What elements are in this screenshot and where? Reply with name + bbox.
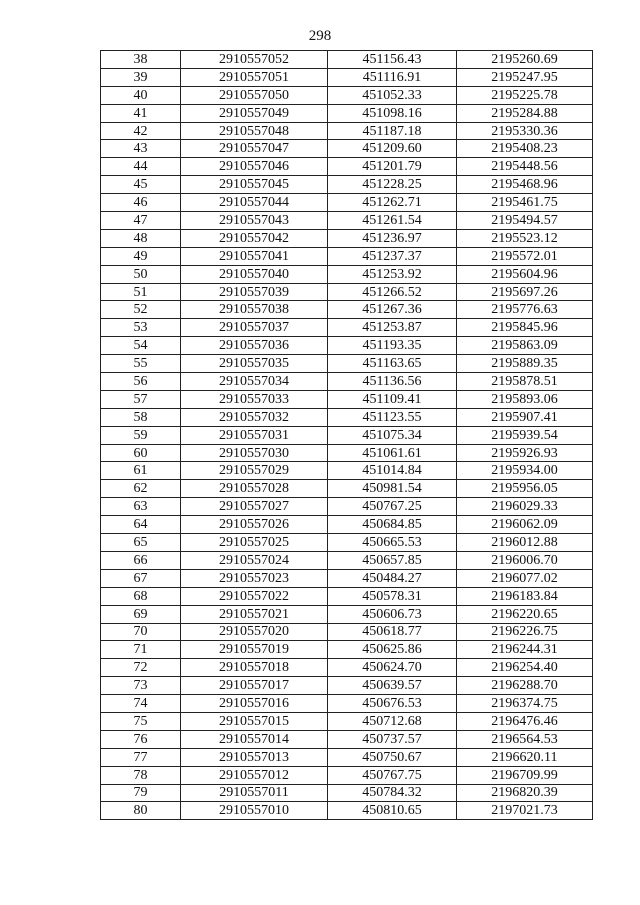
point-number-cell: 38 (101, 51, 181, 69)
point-id-cell: 2910557045 (181, 176, 328, 194)
y-coordinate-cell: 2195572.01 (457, 247, 593, 265)
y-coordinate-cell: 2195604.96 (457, 265, 593, 283)
point-number-cell: 56 (101, 373, 181, 391)
point-number-cell: 43 (101, 140, 181, 158)
point-number-cell: 63 (101, 498, 181, 516)
x-coordinate-cell: 451266.52 (328, 283, 457, 301)
y-coordinate-cell: 2195907.41 (457, 408, 593, 426)
point-id-cell: 2910557013 (181, 748, 328, 766)
point-number-cell: 58 (101, 408, 181, 426)
x-coordinate-cell: 451156.43 (328, 51, 457, 69)
table-row (101, 176, 593, 194)
point-id-cell: 2910557049 (181, 104, 328, 122)
table-row (101, 551, 593, 569)
table-row (101, 283, 593, 301)
point-id-cell: 2910557018 (181, 659, 328, 677)
y-coordinate-cell: 2197021.73 (457, 802, 593, 820)
table-row (101, 784, 593, 802)
y-coordinate-cell: 2195697.26 (457, 283, 593, 301)
point-id-cell: 2910557010 (181, 802, 328, 820)
y-coordinate-cell: 2196012.88 (457, 534, 593, 552)
y-coordinate-cell: 2196820.39 (457, 784, 593, 802)
point-number-cell: 40 (101, 86, 181, 104)
point-number-cell: 50 (101, 265, 181, 283)
x-coordinate-cell: 451116.91 (328, 68, 457, 86)
point-id-cell: 2910557020 (181, 623, 328, 641)
x-coordinate-cell: 451209.60 (328, 140, 457, 158)
x-coordinate-cell: 451201.79 (328, 158, 457, 176)
table-row (101, 695, 593, 713)
table-row (101, 301, 593, 319)
point-id-cell: 2910557014 (181, 730, 328, 748)
table-row (101, 319, 593, 337)
point-id-cell: 2910557042 (181, 229, 328, 247)
table-row (101, 337, 593, 355)
point-id-cell: 2910557038 (181, 301, 328, 319)
table-row (101, 623, 593, 641)
point-number-cell: 61 (101, 462, 181, 480)
point-number-cell: 45 (101, 176, 181, 194)
y-coordinate-cell: 2196183.84 (457, 587, 593, 605)
y-coordinate-cell: 2196029.33 (457, 498, 593, 516)
x-coordinate-cell: 451109.41 (328, 390, 457, 408)
y-coordinate-cell: 2196254.40 (457, 659, 593, 677)
y-coordinate-cell: 2195776.63 (457, 301, 593, 319)
y-coordinate-cell: 2196374.75 (457, 695, 593, 713)
table-row (101, 104, 593, 122)
table-row (101, 641, 593, 659)
point-id-cell: 2910557024 (181, 551, 328, 569)
point-id-cell: 2910557032 (181, 408, 328, 426)
x-coordinate-cell: 451262.71 (328, 194, 457, 212)
x-coordinate-cell: 450767.75 (328, 766, 457, 784)
table-row (101, 229, 593, 247)
x-coordinate-cell: 451253.92 (328, 265, 457, 283)
table-row (101, 444, 593, 462)
y-coordinate-cell: 2196077.02 (457, 569, 593, 587)
x-coordinate-cell: 451061.61 (328, 444, 457, 462)
point-id-cell: 2910557026 (181, 516, 328, 534)
x-coordinate-cell: 451014.84 (328, 462, 457, 480)
x-coordinate-cell: 450624.70 (328, 659, 457, 677)
table-row (101, 51, 593, 69)
point-number-cell: 62 (101, 480, 181, 498)
point-id-cell: 2910557043 (181, 212, 328, 230)
x-coordinate-cell: 451123.55 (328, 408, 457, 426)
y-coordinate-cell: 2195889.35 (457, 355, 593, 373)
x-coordinate-cell: 450712.68 (328, 712, 457, 730)
x-coordinate-cell: 451236.97 (328, 229, 457, 247)
point-id-cell: 2910557044 (181, 194, 328, 212)
table-row (101, 355, 593, 373)
table-row (101, 659, 593, 677)
x-coordinate-cell: 451253.87 (328, 319, 457, 337)
point-number-cell: 75 (101, 712, 181, 730)
point-number-cell: 77 (101, 748, 181, 766)
table-row (101, 748, 593, 766)
x-coordinate-cell: 450737.57 (328, 730, 457, 748)
point-id-cell: 2910557025 (181, 534, 328, 552)
table-row (101, 247, 593, 265)
point-number-cell: 42 (101, 122, 181, 140)
point-id-cell: 2910557027 (181, 498, 328, 516)
y-coordinate-cell: 2196244.31 (457, 641, 593, 659)
table-row (101, 462, 593, 480)
point-id-cell: 2910557046 (181, 158, 328, 176)
y-coordinate-cell: 2195926.93 (457, 444, 593, 462)
y-coordinate-cell: 2196709.99 (457, 766, 593, 784)
x-coordinate-cell: 451261.54 (328, 212, 457, 230)
point-id-cell: 2910557015 (181, 712, 328, 730)
x-coordinate-cell: 450767.25 (328, 498, 457, 516)
point-id-cell: 2910557041 (181, 247, 328, 265)
point-id-cell: 2910557030 (181, 444, 328, 462)
x-coordinate-cell: 451163.65 (328, 355, 457, 373)
point-id-cell: 2910557033 (181, 390, 328, 408)
table-row (101, 766, 593, 784)
point-id-cell: 2910557052 (181, 51, 328, 69)
point-id-cell: 2910557021 (181, 605, 328, 623)
table-row (101, 265, 593, 283)
x-coordinate-cell: 451098.16 (328, 104, 457, 122)
point-number-cell: 39 (101, 68, 181, 86)
point-number-cell: 68 (101, 587, 181, 605)
point-number-cell: 54 (101, 337, 181, 355)
table-row (101, 122, 593, 140)
point-id-cell: 2910557022 (181, 587, 328, 605)
table-row (101, 569, 593, 587)
point-number-cell: 46 (101, 194, 181, 212)
table-row (101, 390, 593, 408)
x-coordinate-cell: 451136.56 (328, 373, 457, 391)
y-coordinate-cell: 2196288.70 (457, 677, 593, 695)
point-id-cell: 2910557011 (181, 784, 328, 802)
point-number-cell: 53 (101, 319, 181, 337)
x-coordinate-cell: 450484.27 (328, 569, 457, 587)
point-number-cell: 59 (101, 426, 181, 444)
y-coordinate-cell: 2195934.00 (457, 462, 593, 480)
point-number-cell: 76 (101, 730, 181, 748)
point-id-cell: 2910557031 (181, 426, 328, 444)
point-number-cell: 73 (101, 677, 181, 695)
point-id-cell: 2910557039 (181, 283, 328, 301)
y-coordinate-cell: 2196006.70 (457, 551, 593, 569)
point-number-cell: 52 (101, 301, 181, 319)
point-id-cell: 2910557034 (181, 373, 328, 391)
point-id-cell: 2910557029 (181, 462, 328, 480)
x-coordinate-cell: 450618.77 (328, 623, 457, 641)
y-coordinate-cell: 2195448.56 (457, 158, 593, 176)
y-coordinate-cell: 2195494.57 (457, 212, 593, 230)
point-id-cell: 2910557028 (181, 480, 328, 498)
y-coordinate-cell: 2195878.51 (457, 373, 593, 391)
y-coordinate-cell: 2195845.96 (457, 319, 593, 337)
y-coordinate-cell: 2195893.06 (457, 390, 593, 408)
table-row (101, 587, 593, 605)
table-row (101, 730, 593, 748)
x-coordinate-cell: 450578.31 (328, 587, 457, 605)
x-coordinate-cell: 451187.18 (328, 122, 457, 140)
x-coordinate-cell: 450676.53 (328, 695, 457, 713)
point-number-cell: 78 (101, 766, 181, 784)
y-coordinate-cell: 2195863.09 (457, 337, 593, 355)
point-number-cell: 44 (101, 158, 181, 176)
table-row (101, 68, 593, 86)
point-id-cell: 2910557036 (181, 337, 328, 355)
y-coordinate-cell: 2195461.75 (457, 194, 593, 212)
point-id-cell: 2910557040 (181, 265, 328, 283)
table-row (101, 516, 593, 534)
x-coordinate-cell: 451237.37 (328, 247, 457, 265)
x-coordinate-cell: 451193.35 (328, 337, 457, 355)
point-id-cell: 2910557047 (181, 140, 328, 158)
point-number-cell: 69 (101, 605, 181, 623)
y-coordinate-cell: 2195956.05 (457, 480, 593, 498)
y-coordinate-cell: 2195468.96 (457, 176, 593, 194)
point-number-cell: 57 (101, 390, 181, 408)
y-coordinate-cell: 2195260.69 (457, 51, 593, 69)
table-row (101, 158, 593, 176)
table-row (101, 534, 593, 552)
table-row (101, 194, 593, 212)
table-row (101, 86, 593, 104)
point-number-cell: 47 (101, 212, 181, 230)
point-number-cell: 72 (101, 659, 181, 677)
x-coordinate-cell: 451075.34 (328, 426, 457, 444)
point-number-cell: 79 (101, 784, 181, 802)
y-coordinate-cell: 2195284.88 (457, 104, 593, 122)
y-coordinate-cell: 2195523.12 (457, 229, 593, 247)
point-number-cell: 74 (101, 695, 181, 713)
point-number-cell: 41 (101, 104, 181, 122)
table-row (101, 408, 593, 426)
point-id-cell: 2910557017 (181, 677, 328, 695)
point-number-cell: 67 (101, 569, 181, 587)
y-coordinate-cell: 2196220.65 (457, 605, 593, 623)
point-id-cell: 2910557012 (181, 766, 328, 784)
table-row (101, 140, 593, 158)
point-number-cell: 66 (101, 551, 181, 569)
point-id-cell: 2910557019 (181, 641, 328, 659)
x-coordinate-cell: 451228.25 (328, 176, 457, 194)
x-coordinate-cell: 450750.67 (328, 748, 457, 766)
x-coordinate-cell: 450981.54 (328, 480, 457, 498)
point-id-cell: 2910557050 (181, 86, 328, 104)
table-row (101, 480, 593, 498)
y-coordinate-cell: 2195247.95 (457, 68, 593, 86)
point-number-cell: 64 (101, 516, 181, 534)
y-coordinate-cell: 2195225.78 (457, 86, 593, 104)
page-number: 298 (308, 28, 332, 44)
point-id-cell: 2910557037 (181, 319, 328, 337)
point-number-cell: 65 (101, 534, 181, 552)
point-number-cell: 49 (101, 247, 181, 265)
table-row (101, 712, 593, 730)
table-row (101, 677, 593, 695)
point-number-cell: 51 (101, 283, 181, 301)
y-coordinate-cell: 2196476.46 (457, 712, 593, 730)
point-number-cell: 55 (101, 355, 181, 373)
x-coordinate-cell: 450684.85 (328, 516, 457, 534)
table-row (101, 498, 593, 516)
x-coordinate-cell: 451052.33 (328, 86, 457, 104)
point-number-cell: 80 (101, 802, 181, 820)
point-id-cell: 2910557016 (181, 695, 328, 713)
x-coordinate-cell: 450665.53 (328, 534, 457, 552)
x-coordinate-cell: 451267.36 (328, 301, 457, 319)
table-row (101, 605, 593, 623)
point-number-cell: 60 (101, 444, 181, 462)
point-id-cell: 2910557051 (181, 68, 328, 86)
point-number-cell: 71 (101, 641, 181, 659)
y-coordinate-cell: 2196226.75 (457, 623, 593, 641)
y-coordinate-cell: 2196564.53 (457, 730, 593, 748)
y-coordinate-cell: 2195939.54 (457, 426, 593, 444)
point-id-cell: 2910557048 (181, 122, 328, 140)
coordinates-table-body (101, 51, 593, 820)
x-coordinate-cell: 450625.86 (328, 641, 457, 659)
y-coordinate-cell: 2195330.36 (457, 122, 593, 140)
point-id-cell: 2910557035 (181, 355, 328, 373)
y-coordinate-cell: 2196062.09 (457, 516, 593, 534)
point-number-cell: 70 (101, 623, 181, 641)
table-row (101, 426, 593, 444)
x-coordinate-cell: 450657.85 (328, 551, 457, 569)
table-row (101, 373, 593, 391)
x-coordinate-cell: 450784.32 (328, 784, 457, 802)
point-id-cell: 2910557023 (181, 569, 328, 587)
coordinates-table (100, 50, 593, 820)
x-coordinate-cell: 450639.57 (328, 677, 457, 695)
x-coordinate-cell: 450810.65 (328, 802, 457, 820)
table-row (101, 212, 593, 230)
y-coordinate-cell: 2196620.11 (457, 748, 593, 766)
point-number-cell: 48 (101, 229, 181, 247)
x-coordinate-cell: 450606.73 (328, 605, 457, 623)
table-row (101, 802, 593, 820)
y-coordinate-cell: 2195408.23 (457, 140, 593, 158)
